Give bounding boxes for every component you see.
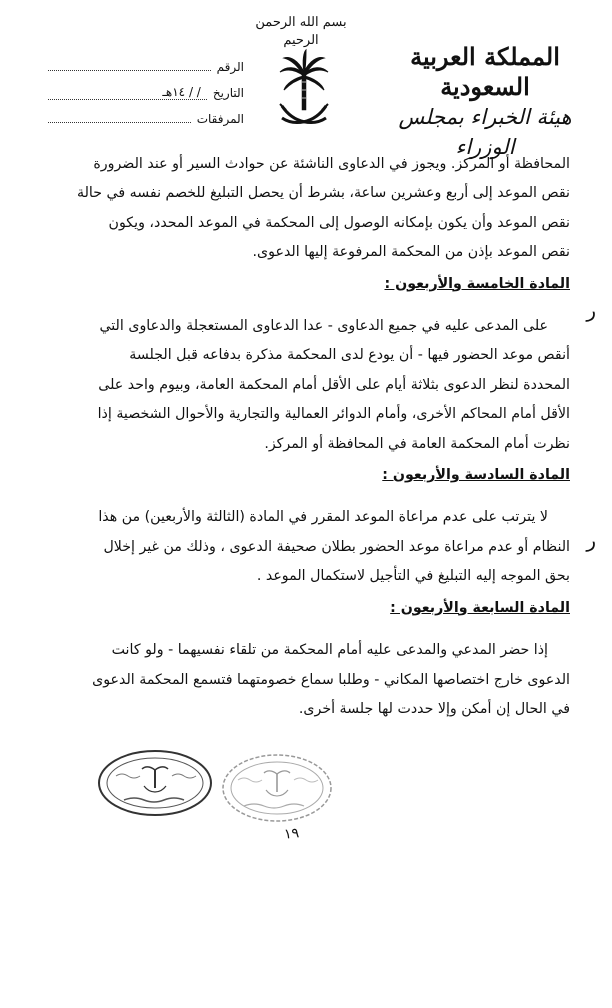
- reference-fields: [48, 48, 244, 126]
- margin-mark: ر: [586, 528, 596, 552]
- text-line: نقص الموعد وأن يكون بإمكانه الوصول إلى المحكمة في الموعد المحدد، ويكون: [108, 214, 570, 231]
- date-value: / / ١٤هـ: [48, 85, 207, 100]
- article-47-text: [48, 636, 570, 724]
- spacer: [48, 302, 570, 312]
- attachments-label: المرفقات: [196, 112, 244, 126]
- text-line: الأقل أمام المحاكم الأخرى، وأمام الدوائر العمالية والتجارية والأحوال الشخصية إذا: [97, 406, 570, 423]
- issuer-header: [380, 42, 590, 162]
- attachments-line: [48, 110, 191, 123]
- official-seal-stamp-faded: [220, 752, 334, 824]
- margin-mark: ر: [586, 298, 596, 322]
- authority-title: هيئة الخبراء بمجلس الوزراء: [398, 105, 572, 159]
- text-line: على المدعى عليه في جميع الدعاوى - عدا الدعاوى المستعجلة والدعاوى التي: [99, 318, 548, 335]
- article-45-text: [48, 312, 570, 459]
- page-number: ١٩: [283, 825, 300, 843]
- palm-and-swords-emblem: [276, 48, 332, 134]
- text-line: المحددة لنظر الدعوى بثلاثة أيام على الأقل أمام المحكمة العامة، وبيوم واحد على: [98, 376, 570, 393]
- text-line: بحق الموجه إليه التبليغ في التأجيل لاستكمال الموعد .: [256, 568, 570, 585]
- kingdom-title: المملكة العربية السعودية: [410, 42, 560, 101]
- text-line: نقص الموعد بإذن من المحكمة المرفوعة إليها الدعوى.: [252, 244, 570, 261]
- attachments-field: [48, 100, 244, 126]
- number-field: [48, 48, 244, 74]
- text-line: أنقص موعد الحضور فيها - أن يودع لدى المحكمة مذكرة بدفاعه قبل الجلسة: [129, 347, 570, 364]
- article-45-heading: المادة الخامسة والأربعون :: [384, 275, 570, 292]
- text-line: لا يترتب على عدم مراعاة الموعد المقرر في المادة (الثالثة والأربعين) من هذا: [98, 509, 548, 526]
- official-seal-stamp: [96, 748, 214, 818]
- number-line: [48, 58, 211, 71]
- intro-paragraph: [48, 150, 570, 268]
- article-46-heading: المادة السادسة والأربعون :: [382, 467, 570, 484]
- article-47-heading: المادة السابعة والأربعون :: [390, 599, 570, 616]
- article-46-text: [48, 503, 570, 591]
- date-label: التاريخ: [212, 86, 244, 100]
- text-line: إذا حضر المدعي والمدعى عليه أمام المحكمة من تلقاء نفسيهما - ولو كانت: [111, 642, 548, 659]
- text-line: نقص الموعد إلى أربع وعشرين ساعة، بشرط أن يحصل التبليغ للخصم نفسه في حالة: [76, 185, 570, 202]
- basmala: بسم الله الرحمن الرحيم: [255, 15, 347, 48]
- text-line: الدعوى خارج اختصاصها المكاني - وطلبا سماع خصومتهما فتسمع المحكمة الدعوى: [92, 671, 570, 688]
- date-field: [48, 74, 244, 100]
- document-body: [48, 150, 570, 724]
- text-line: النظام أو عدم مراعاة موعد الحضور بطلان صحيفة الدعوى ، وذلك من غير إخلال: [103, 538, 570, 555]
- spacer: [48, 626, 570, 636]
- number-label: الرقم: [216, 60, 244, 74]
- spacer: [48, 493, 570, 503]
- text-line: نظرت أمام المحكمة العامة في المحافظة أو المركز.: [264, 435, 570, 452]
- text-line: المحافظة أو المركز. ويجوز في الدعاوى الناشئة عن حوادث السير أو عند الضرورة: [93, 156, 570, 172]
- text-line: في الحال إن أمكن وإلا حددت لها جلسة أخرى.: [298, 700, 570, 717]
